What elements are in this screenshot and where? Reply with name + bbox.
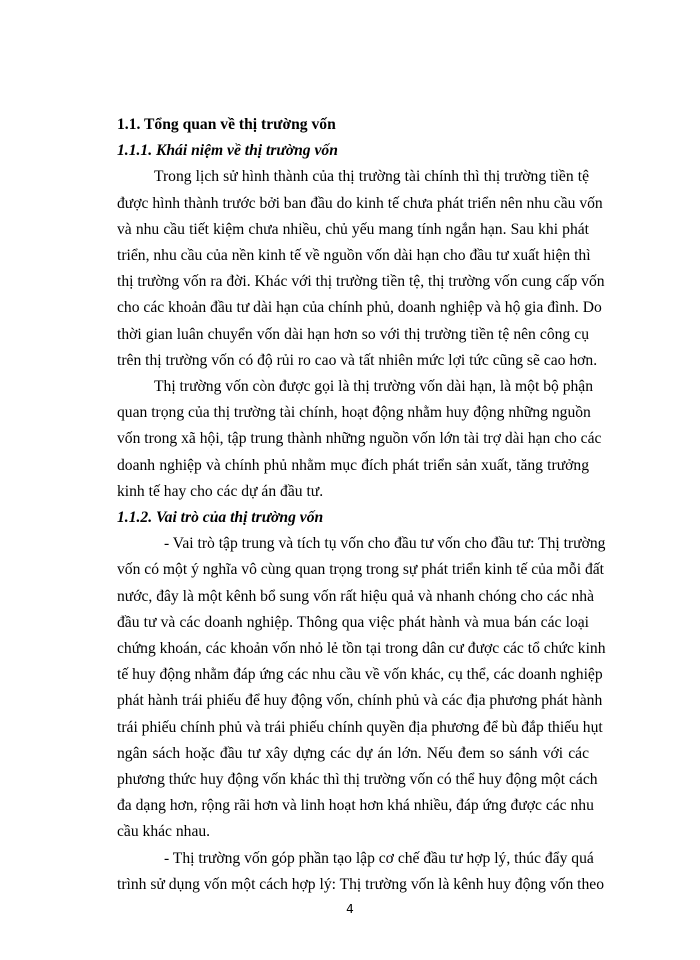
page-content [117, 112, 606, 898]
paragraph-line: đa dạng hơn, rộng rãi hơn và linh hoạt hơn khá nhiều, đáp ứng được các nhu [117, 797, 594, 815]
paragraph-line: trái phiếu chính phủ và trái phiếu chính quyền địa phương để bù đắp thiếu hụt [117, 718, 603, 736]
paragraph-line: vốn trong xã hội, tập trung thành những nguồn vốn lớn tài trợ dài hạn cho các [117, 430, 602, 448]
paragraph-line: kinh tế hay cho các dự án đầu tư. [117, 482, 324, 500]
paragraph-line: vốn có một ý nghĩa vô cùng quan trọng trong sự phát triển kinh tế của mỗi đất [117, 561, 605, 579]
paragraph-line: thị trường vốn ra đời. Khác với thị trường tiền tệ, thị trường vốn cung cấp vốn [117, 273, 605, 291]
paragraph-line: cho các khoản đầu tư dài hạn của chính phủ, doanh nghiệp và hộ gia đình. Do [117, 299, 602, 317]
paragraph-definition [117, 374, 602, 505]
paragraph-line: Thị trường vốn còn được gọi là thị trường vốn dài hạn, là một bộ phận [154, 378, 594, 396]
paragraph-line: nước, đây là một kênh bổ sung vốn rất hiệu quả và nhanh chóng cho các nhà [117, 587, 595, 605]
paragraph-line: trình sử dụng vốn một cách hợp lý: Thị trường vốn là kênh huy động vốn theo [117, 875, 605, 893]
paragraph-line: được hình thành trước bởi ban đầu do kinh tế chưa phát triển nên nhu cầu vốn [117, 194, 603, 212]
page-number: 4 [346, 902, 354, 916]
paragraph-line: thời gian luân chuyển vốn dài hạn hơn so với thị trường tiền tệ nên công cụ [117, 325, 589, 343]
paragraph-line: phát hành trái phiếu để huy động vốn, chính phủ và các địa phương phát hành [117, 692, 603, 710]
paragraph-line: triển, nhu cầu của nền kinh tế về nguồn vốn dài hạn cho đầu tư xuất hiện thì [117, 247, 591, 265]
paragraph-concept [117, 164, 605, 374]
paragraph-line: ngân sách hoặc đầu tư xây dựng các dự án lớn. Nếu đem so sánh với các [117, 744, 589, 762]
paragraph-line: và nhu cầu tiết kiệm chưa nhiều, chủ yếu mang tính ngắn hạn. Sau khi phát [117, 220, 589, 238]
paragraph-line: Trong lịch sử hình thành của thị trường tài chính thì thị trường tiền tệ [154, 168, 589, 186]
subsection-heading-role: 1.1.2. Vai trò của thị trường vốn [117, 509, 324, 527]
paragraph-line: trên thị trường vốn có độ rủi ro cao và tất nhiên mức lợi tức cũng sẽ cao hơn. [117, 351, 598, 369]
paragraph-line: chứng khoán, các khoản vốn nhỏ lẻ tồn tại trong dân cư được các tổ chức kinh [117, 640, 606, 658]
paragraph-line: cầu khác nhau. [117, 823, 211, 841]
section-heading: 1.1. Tổng quan về thị trường vốn [117, 116, 336, 133]
paragraph-line: - Thị trường vốn góp phần tạo lập cơ chế đầu tư hợp lý, thúc đẩy quá [164, 849, 594, 867]
paragraph-role-capital [117, 531, 606, 845]
paragraph-role-mechanism [117, 846, 605, 898]
paragraph-line: phương thức huy động vốn khác thì thị trường vốn có thể huy động một cách [117, 771, 598, 789]
paragraph-line: doanh nghiệp và chính phủ nhằm mục đích phát triển sản xuất, tăng trưởng [117, 456, 589, 474]
paragraph-line: đầu tư và các doanh nghiệp. Thông qua việc phát hành và mua bán các loại [117, 613, 589, 631]
paragraph-line: quan trọng của thị trường tài chính, hoạt động nhằm huy động những nguồn [117, 404, 591, 422]
paragraph-line: - Vai trò tập trung và tích tụ vốn cho đầu tư vốn cho đầu tư: Thị trường [164, 535, 606, 553]
subsection-heading-concept: 1.1.1. Khái niệm về thị trường vốn [117, 142, 338, 160]
paragraph-line: tế huy động nhằm đáp ứng các nhu cầu về vốn khác, cụ thể, các doanh nghiệp [117, 666, 603, 684]
